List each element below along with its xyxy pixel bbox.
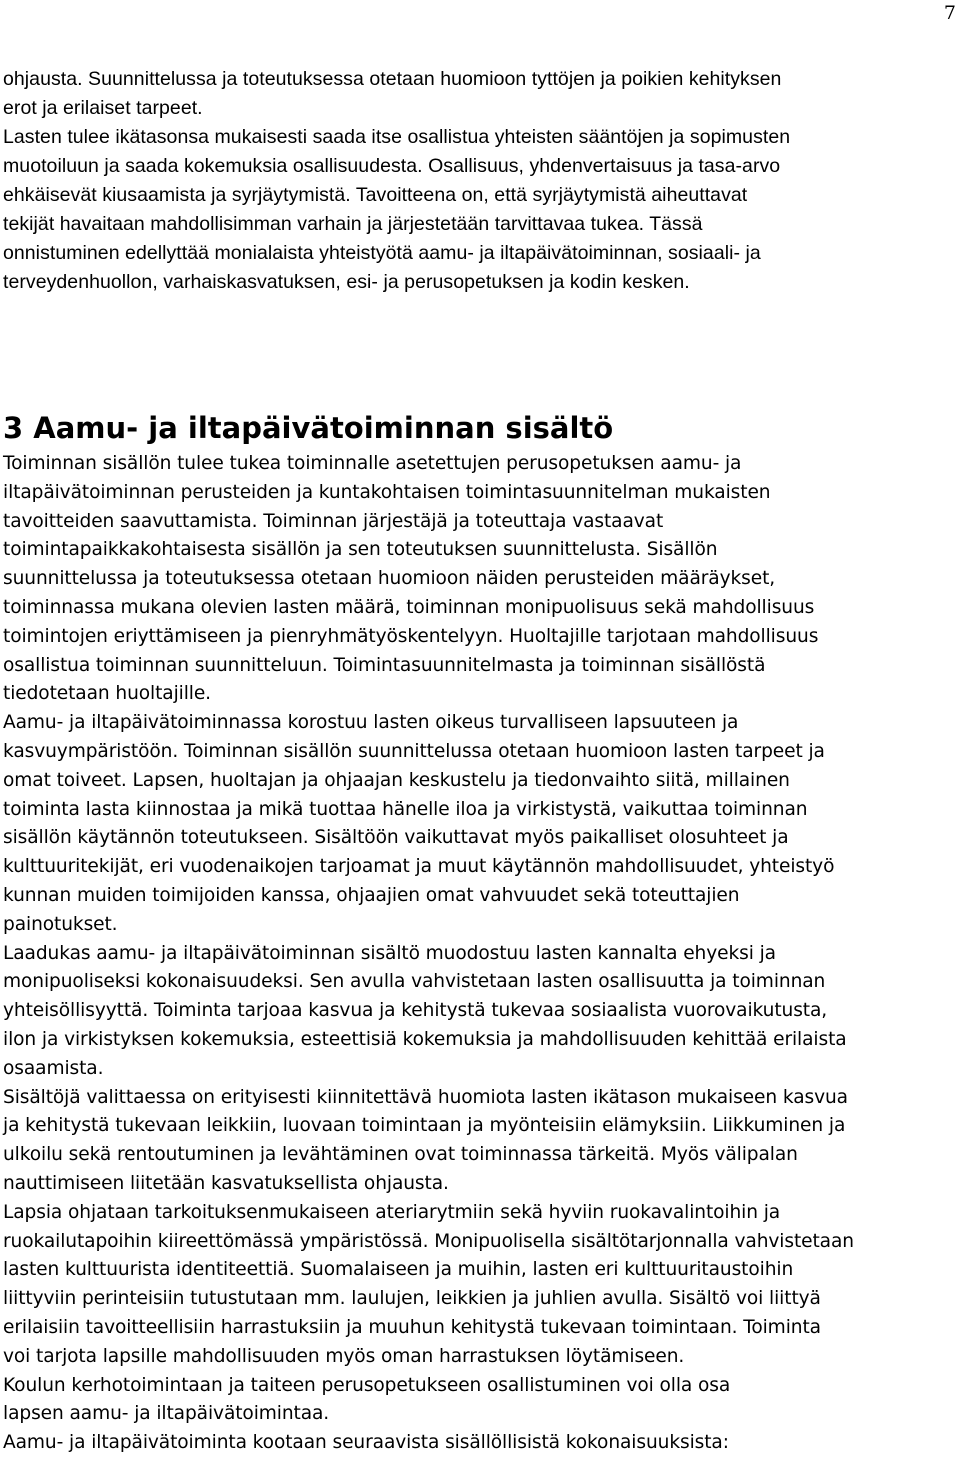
text-line: tekijät havaitaan mahdollisimman varhain ja järjestetään tarvittavaa tukea. Tässä bbox=[3, 213, 703, 235]
text-line: Toiminnan sisällön tulee tukea toiminnalle asetettujen perusopetuksen aamu- ja bbox=[3, 453, 742, 474]
text-line: sisällön käytännön toteutukseen. Sisältöön vaikuttavat myös paikalliset olosuhteet ja bbox=[3, 827, 789, 849]
text-line: ilon ja virkistyksen kokemuksia, esteettisiä kokemuksia ja mahdollisuuden kehittää erilaista bbox=[3, 1028, 847, 1050]
text-line: tiedotetaan huoltajille. bbox=[3, 683, 211, 705]
text-line: Laadukas aamu- ja iltapäivätoiminnan sisältö muodostuu lasten kannalta ehyeksi ja bbox=[3, 942, 776, 964]
text-line: kulttuuritekijät, eri vuodenaikojen tarjoamat ja muut käytännön mahdollisuudet, yhteistyö bbox=[3, 856, 835, 878]
text-line: iltapäivätoiminnan perusteiden ja kuntakohtaisen toimintasuunnitelman mukaisten bbox=[3, 481, 771, 503]
text-line: toiminta lasta kiinnostaa ja mikä tuottaa hänelle iloa ja virkistystä, vaikuttaa toiminnan bbox=[3, 798, 808, 820]
text-line: tavoitteiden saavuttamista. Toiminnan järjestäjä ja toteuttaja vastaavat bbox=[3, 510, 664, 532]
text-line: terveydenhuollon, varhaiskasvatuksen, esi- ja perusopetuksen ja kodin kesken. bbox=[3, 271, 690, 293]
text-line: lasten kulttuurista identiteettiä. Suomalaiseen ja muihin, lasten eri kulttuuritaustoihin bbox=[3, 1259, 794, 1281]
text-line: nauttimiseen liitetään kasvatuksellista ohjausta. bbox=[3, 1172, 449, 1194]
section-body bbox=[3, 450, 960, 1458]
text-line: muotoiluun ja saada kokemuksia osallisuudesta. Osallisuus, yhdenvertaisuus ja tasa-arvo bbox=[3, 155, 781, 177]
text-line: erilaisiin tavoitteellisiin harrastuksiin ja muuhun kehitystä tukevaan toimintaan. Toiminta bbox=[3, 1316, 821, 1338]
text-line: ulkoilu sekä rentoutuminen ja levähtäminen ovat toiminnassa tärkeitä. Myös välipalan bbox=[3, 1144, 798, 1166]
section-heading: 3 Aamu- ja iltapäivätoiminnan sisältö bbox=[3, 411, 614, 445]
text-line: ruokailutapoihin kiireettömässä ympäristössä. Monipuolisella sisältötarjonnalla vahvistetaan bbox=[3, 1230, 854, 1252]
text-line: Lapsia ohjataan tarkoituksenmukaiseen ateriarytmiin sekä hyviin ruokavalintoihin ja bbox=[3, 1201, 781, 1223]
text-line: ohjausta. Suunnittelussa ja toteutuksessa otetaan huomioon tyttöjen ja poikien kehityksen bbox=[3, 68, 782, 90]
text-line: toimintapaikkakohtaisesta sisällön ja sen toteutuksen suunnittelusta. Sisällön bbox=[3, 539, 718, 561]
text-line: Lasten tulee ikätasonsa mukaisesti saada itse osallistua yhteisten sääntöjen ja sopimusten bbox=[3, 126, 791, 148]
text-line: Aamu- ja iltapäivätoiminnassa korostuu lasten oikeus turvalliseen lapsuuteen ja bbox=[3, 712, 739, 734]
text-line: Koulun kerhotoimintaan ja taiteen perusopetukseen osallistuminen voi olla osa bbox=[3, 1374, 731, 1396]
text-line: osaamista. bbox=[3, 1057, 104, 1079]
text-line: painotukset. bbox=[3, 913, 118, 935]
text-line: yhteisöllisyyttä. Toiminta tarjoaa kasvua ja kehitystä tukevaa sosiaalista vuorovaikutusta, bbox=[3, 1000, 828, 1022]
text-line: Aamu- ja iltapäivätoiminta kootaan seuraavista sisällöllisistä kokonaisuuksista: bbox=[3, 1432, 729, 1454]
text-line: voi tarjota lapsille mahdollisuuden myös oman harrastuksen löytämiseen. bbox=[3, 1345, 685, 1367]
text-line: osallistua toiminnan suunnitteluun. Toimintasuunnitelmasta ja toiminnan sisällöstä bbox=[3, 654, 766, 676]
text-line: toimintojen eriyttämiseen ja pienryhmätyöskentelyyn. Huoltajille tarjotaan mahdollisuus bbox=[3, 625, 819, 647]
text-line: onnistuminen edellyttää monialaista yhteistyötä aamu- ja iltapäivätoiminnan, sosiaali- ja bbox=[3, 242, 761, 264]
page-number: 7 bbox=[943, 2, 956, 24]
text-line: suunnittelussa ja toteutuksessa otetaan huomioon näiden perusteiden määräykset, bbox=[3, 568, 776, 590]
text-line: liittyviin perinteisiin tutustutaan mm. laulujen, leikkien ja juhlien avulla. Sisältö voi liittyä bbox=[3, 1288, 821, 1310]
text-line: ehkäisevät kiusaamista ja syrjäytymistä. Tavoitteena on, että syrjäytymistä aiheuttavat bbox=[3, 184, 748, 206]
text-line: monipuoliseksi kokonaisuudeksi. Sen avulla vahvistetaan lasten osallisuutta ja toiminnan bbox=[3, 971, 826, 993]
text-line: omat toiveet. Lapsen, huoltajan ja ohjaajan keskustelu ja tiedonvaihto siitä, millainen bbox=[3, 769, 790, 791]
intro-paragraph bbox=[3, 65, 959, 297]
text-line: ja kehitystä tukevaan leikkiin, luovaan toimintaan ja myönteisiin elämyksiin. Liikkuminen ja bbox=[3, 1115, 846, 1137]
text-line: kunnan muiden toimijoiden kanssa, ohjaajien omat vahvuudet sekä toteuttajien bbox=[3, 884, 740, 906]
text-line: erot ja erilaiset tarpeet. bbox=[3, 97, 203, 119]
text-line: Sisältöjä valittaessa on erityisesti kiinnitettävä huomiota lasten ikätason mukaiseen kasvua bbox=[3, 1086, 848, 1108]
text-line: toiminnassa mukana olevien lasten määrä, toiminnan monipuolisuus sekä mahdollisuus bbox=[3, 596, 815, 618]
text-line: kasvuympäristöön. Toiminnan sisällön suunnittelussa otetaan huomioon lasten tarpeet ja bbox=[3, 740, 825, 762]
text-line: lapsen aamu- ja iltapäivätoimintaa. bbox=[3, 1403, 330, 1425]
